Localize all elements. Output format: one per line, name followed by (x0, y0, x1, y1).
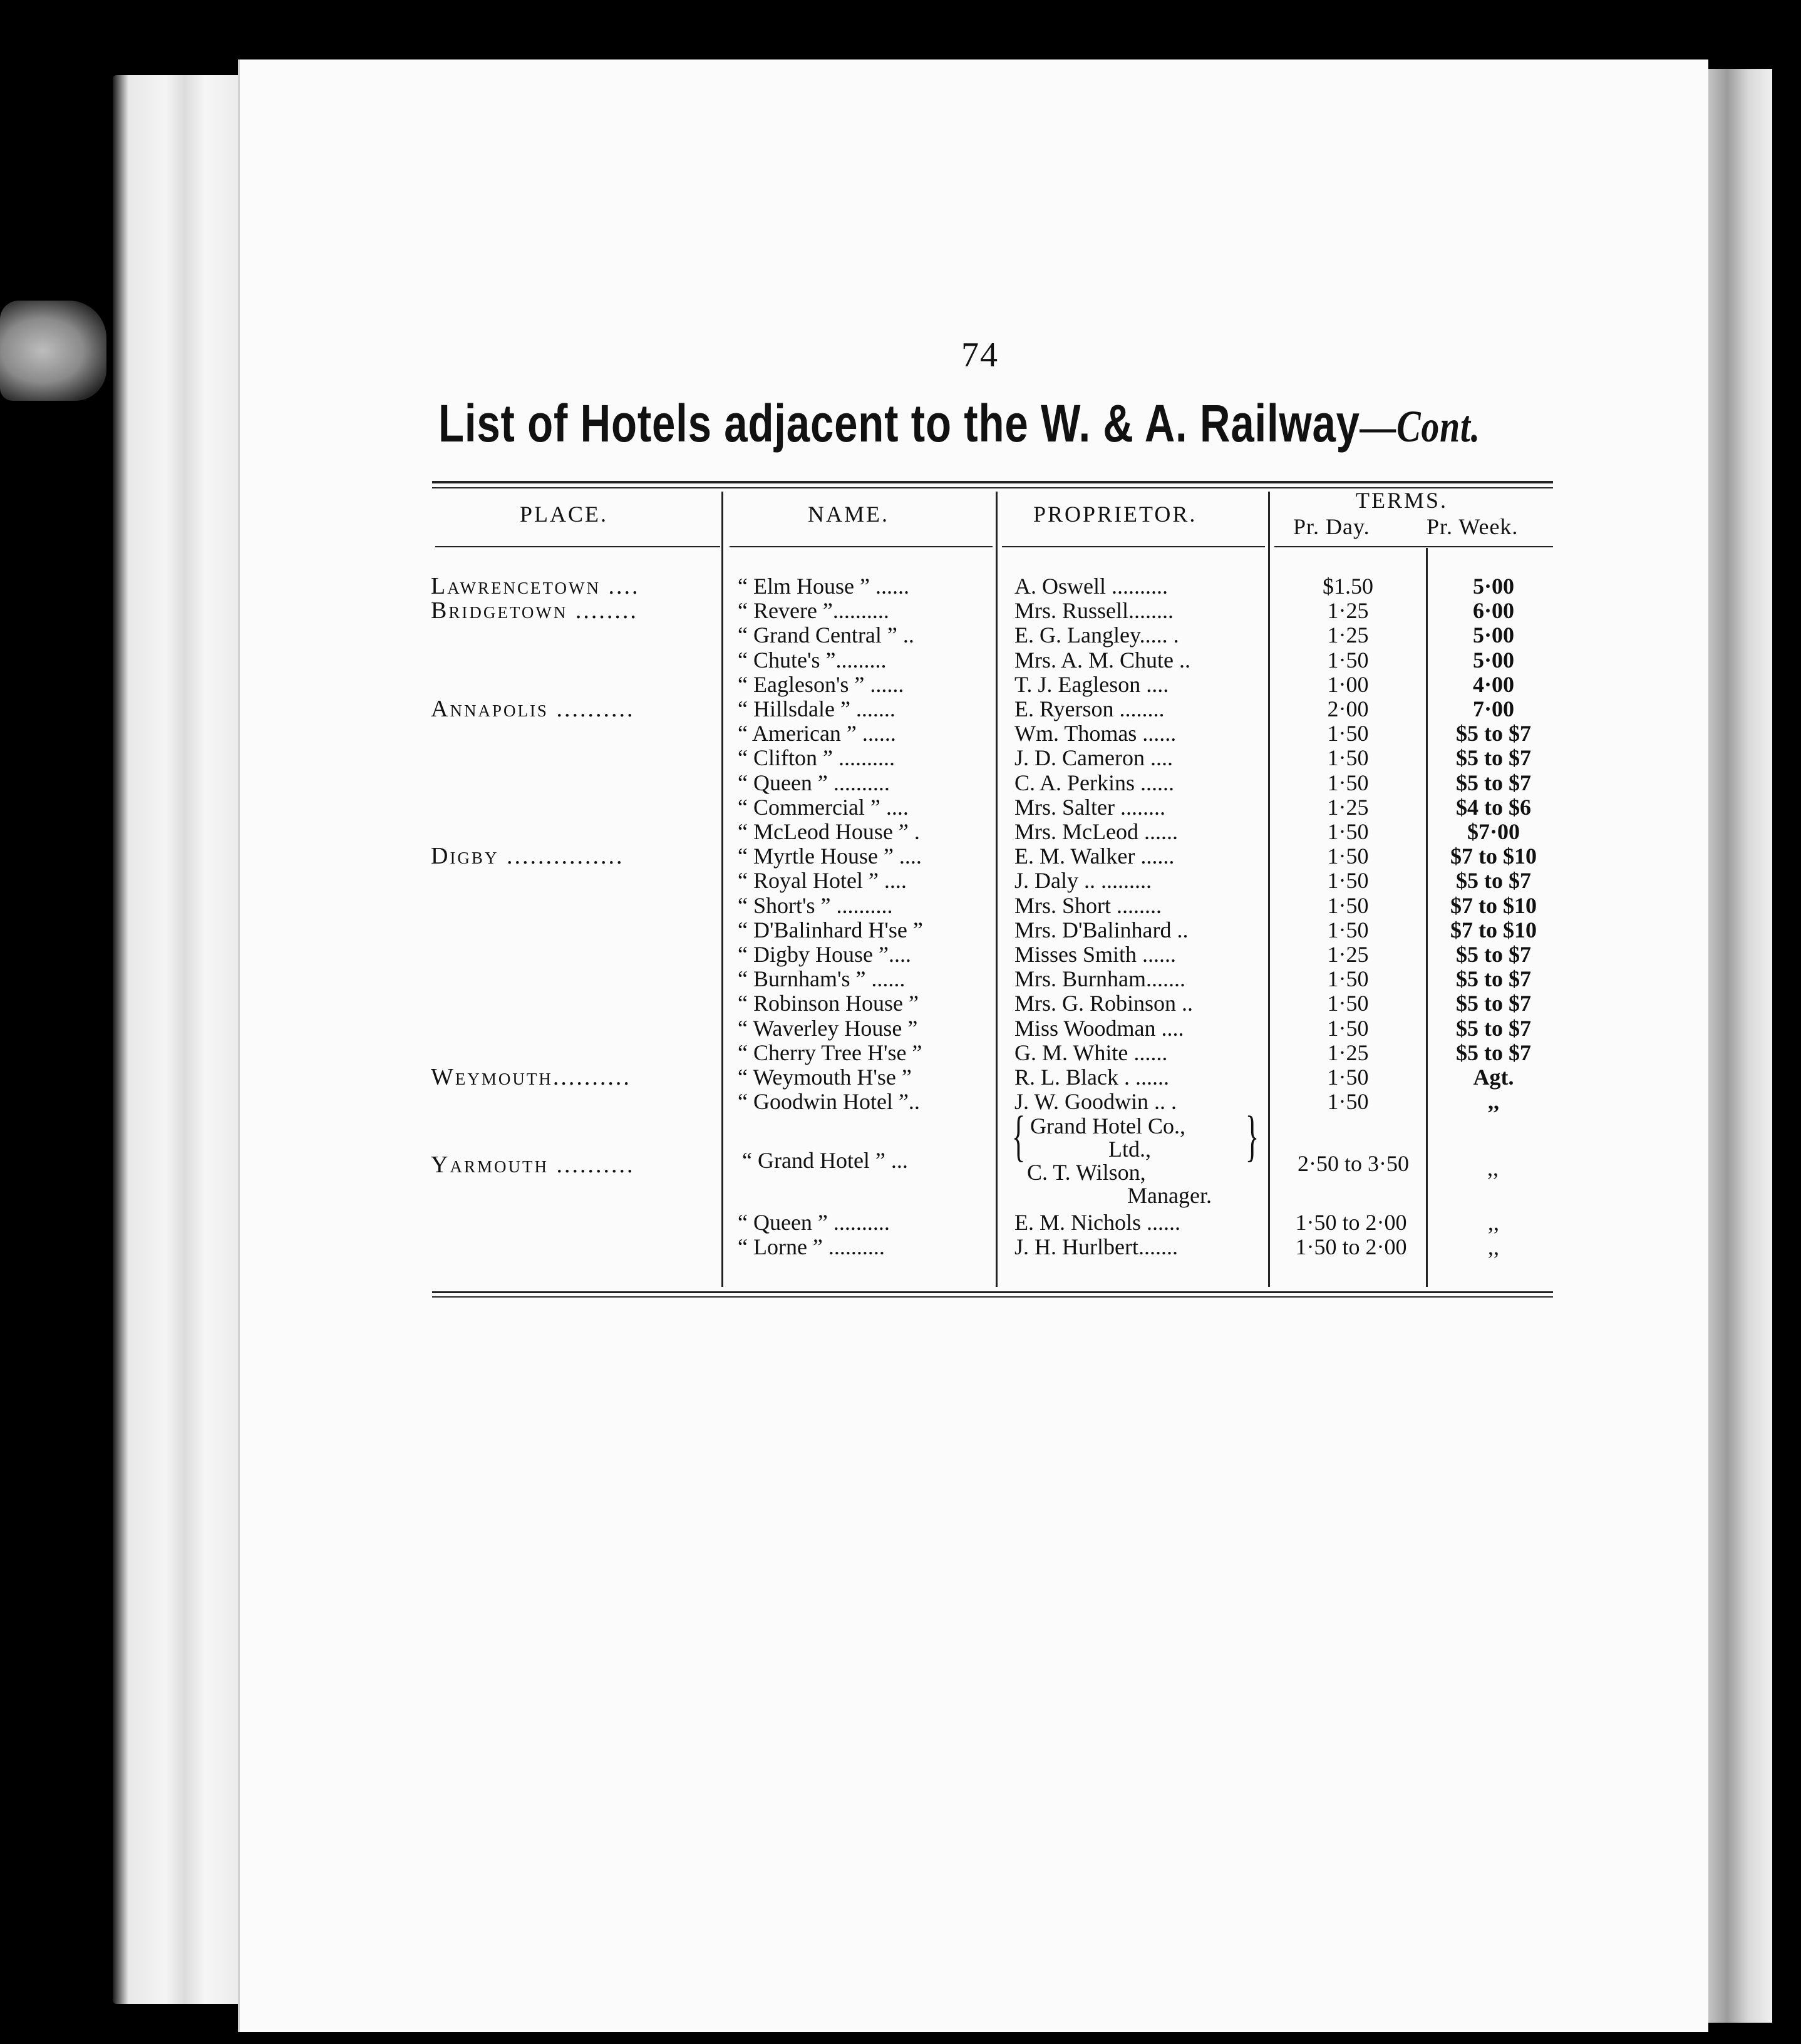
per-week-cell: $5 to $7 (1456, 721, 1531, 746)
per-day-cell: 1·50 (1327, 648, 1369, 673)
proprietor-cell: J. D. Cameron .... (1014, 745, 1173, 770)
header-underline-place (435, 546, 720, 547)
per-week-cell: 5·00 (1472, 574, 1514, 599)
per-day-cell: 1·00 (1327, 672, 1369, 697)
proprietor-cell: R. L. Black . ...... (1014, 1065, 1169, 1090)
proprietor-cell: Mrs. D'Balinhard .. (1014, 917, 1189, 942)
left-brace-icon: { (1011, 1105, 1026, 1167)
hotel-name-cell: “ Lorne ” .......... (738, 1234, 885, 1259)
per-day-cell: 1·50 (1327, 1065, 1369, 1090)
proprietor-cell: Mrs. A. M. Chute .. (1014, 648, 1191, 673)
hotel-name-cell: “ Waverley House ” (738, 1016, 918, 1041)
per-week-cell: ,, (1488, 1234, 1499, 1259)
proprietor-cell: A. Oswell .......... (1014, 574, 1168, 599)
place-cell: Digby ............... (431, 843, 624, 869)
per-day-cell: 1·50 (1327, 721, 1369, 746)
per-week-cell: $5 to $7 (1456, 991, 1531, 1016)
per-day-cell: 2·00 (1327, 696, 1369, 721)
proprietor-cell: Misses Smith ...... (1014, 942, 1177, 967)
per-day-cell: 1·50 (1327, 745, 1369, 770)
per-week-cell: $5 to $7 (1456, 966, 1531, 991)
per-day-cell: 1·50 (1327, 893, 1369, 918)
per-week-cell: $7 to $10 (1450, 844, 1537, 869)
hotel-name-cell: “ Cherry Tree H'se ” (738, 1040, 922, 1065)
title-main: List of Hotels adjacent to the W. & A. Railway (438, 394, 1360, 453)
proprietor-cell: E. Ryerson ........ (1014, 696, 1165, 721)
header-terms: TERMS. (1356, 488, 1448, 513)
hotel-name-cell: “ Myrtle House ” .... (738, 844, 922, 869)
yarmouth-per-week: ,, (1487, 1155, 1499, 1180)
proprietor-cell: Mrs. G. Robinson .. (1014, 991, 1194, 1016)
proprietor-cell: E. M. Nichols ...... (1014, 1210, 1180, 1235)
per-day-cell: $1.50 (1323, 574, 1373, 599)
per-day-cell: 1·50 (1327, 991, 1369, 1016)
hotel-name-cell: “ Hillsdale ” ....... (738, 696, 895, 721)
yarmouth-name: “ Grand Hotel ” ... (742, 1148, 908, 1173)
per-week-cell: ,, (1488, 1210, 1499, 1235)
per-day-cell: 1·25 (1327, 622, 1369, 648)
column-divider-1 (721, 492, 723, 1287)
per-week-cell: Agt. (1473, 1065, 1514, 1090)
proprietor-cell: Mrs. Salter ........ (1014, 795, 1165, 820)
hotel-name-cell: “ Weymouth H'se ” (738, 1065, 912, 1090)
per-week-cell: $4 to $6 (1456, 795, 1531, 820)
hotel-name-cell: “ D'Balinhard H'se ” (738, 917, 923, 942)
hotel-name-cell: “ Queen ” .......... (738, 1210, 890, 1235)
yarmouth-proprietor-line-1: Grand Hotel Co., (1030, 1113, 1185, 1138)
proprietor-cell: Mrs. McLeod ...... (1014, 819, 1178, 844)
per-week-cell: 6·00 (1472, 598, 1514, 623)
per-day-cell: 1·25 (1327, 795, 1369, 820)
per-day-cell: 1·50 (1327, 1016, 1369, 1041)
yarmouth-proprietor-line-2: Ltd., (1108, 1137, 1151, 1162)
proprietor-cell: G. M. White ...... (1014, 1040, 1168, 1065)
per-week-cell: 7·00 (1472, 696, 1514, 721)
yarmouth-proprietor-line-3: C. T. Wilson, (1027, 1160, 1146, 1185)
page-number: 74 (961, 336, 999, 374)
per-day-cell: 1·25 (1327, 942, 1369, 967)
proprietor-cell: Miss Woodman .... (1014, 1016, 1184, 1041)
proprietor-cell: T. J. Eagleson .... (1014, 672, 1169, 697)
proprietor-cell: J. H. Hurlbert....... (1014, 1234, 1178, 1259)
hotel-name-cell: “ Queen ” .......... (738, 770, 890, 795)
hotel-name-cell: “ American ” ...... (738, 721, 896, 746)
per-week-cell: 5·00 (1472, 622, 1514, 648)
header-name: NAME. (808, 502, 889, 527)
table-top-rule (432, 481, 1553, 483)
yarmouth-place: Yarmouth .......... (431, 1152, 635, 1178)
hotel-name-cell: “ Grand Central ” .. (738, 622, 914, 648)
place-cell: Weymouth.......... (431, 1064, 631, 1090)
per-day-cell: 1·50 (1327, 868, 1369, 893)
per-week-cell: $5 to $7 (1456, 942, 1531, 967)
proprietor-cell: Mrs. Short ........ (1014, 893, 1162, 918)
hotel-name-cell: “ Commercial ” .... (738, 795, 909, 820)
place-cell: Bridgetown ........ (431, 597, 638, 624)
per-week-cell: $7·00 (1467, 819, 1520, 844)
proprietor-cell: E. G. Langley..... . (1014, 622, 1179, 648)
page-stack-left-edge (113, 75, 244, 2004)
per-day-cell: 1·50 (1327, 1089, 1369, 1114)
table-bottom-rule-thin (432, 1296, 1553, 1298)
per-day-cell: 1·50 (1327, 917, 1369, 942)
per-day-cell: 1·50 (1327, 770, 1369, 795)
per-day-cell: 1·50 to 2·00 (1295, 1210, 1407, 1235)
page-title (438, 393, 1480, 454)
hotel-name-cell: “ Eagleson's ” ...... (738, 672, 904, 697)
table-bottom-rule (432, 1291, 1553, 1293)
hotel-name-cell: “ McLeod House ” . (738, 819, 920, 844)
hotel-name-cell: “ Goodwin Hotel ”.. (738, 1089, 920, 1114)
header-place: PLACE. (520, 502, 609, 527)
per-day-cell: 1·50 to 2·00 (1295, 1234, 1407, 1259)
per-week-cell: $7 to $10 (1450, 893, 1537, 918)
hotel-name-cell: “ Revere ”.......... (738, 598, 889, 623)
proprietor-cell: C. A. Perkins ...... (1014, 770, 1175, 795)
per-day-cell: 1·50 (1327, 819, 1369, 844)
header-per-day: Pr. Day. (1293, 514, 1370, 539)
place-cell: Lawrencetown .... (431, 573, 640, 599)
per-day-cell: 1·50 (1327, 966, 1369, 991)
header-underline-proprietor (1002, 546, 1265, 547)
page-stack-right-edge (1703, 69, 1772, 2023)
column-divider-3 (1268, 492, 1270, 1287)
proprietor-cell: Mrs. Russell........ (1014, 598, 1174, 623)
per-week-cell: $5 to $7 (1456, 1040, 1531, 1065)
hotel-name-cell: “ Clifton ” .......... (738, 745, 895, 770)
column-divider-2 (996, 492, 998, 1287)
title-suffix: —Cont. (1360, 401, 1480, 452)
proprietor-cell: J. W. Goodwin .. . (1014, 1089, 1177, 1114)
per-week-cell: $7 to $10 (1450, 917, 1537, 942)
per-week-cell: $5 to $7 (1456, 770, 1531, 795)
proprietor-cell: Wm. Thomas ...... (1014, 721, 1177, 746)
per-day-cell: 1·50 (1327, 844, 1369, 869)
proprietor-cell: Mrs. Burnham....... (1014, 966, 1185, 991)
per-week-cell: 4·00 (1472, 672, 1514, 697)
proprietor-cell: J. Daly .. ......... (1014, 868, 1152, 893)
hotel-name-cell: “ Digby House ”.... (738, 942, 911, 967)
yarmouth-proprietor-line-4: Manager. (1127, 1183, 1212, 1208)
hotel-name-cell: “ Robinson House ” (738, 991, 919, 1016)
header-proprietor: PROPRIETOR. (1033, 502, 1197, 527)
hotel-name-cell: “ Chute's ”......... (738, 648, 887, 673)
per-day-cell: 1·25 (1327, 598, 1369, 623)
header-per-week: Pr. Week. (1427, 514, 1519, 539)
header-underline-name (730, 546, 993, 547)
per-day-cell: 1·25 (1327, 1040, 1369, 1065)
per-week-cell: $5 to $7 (1456, 868, 1531, 893)
header-underline-terms (1274, 546, 1553, 547)
place-cell: Annapolis .......... (431, 696, 635, 722)
hotel-name-cell: “ Burnham's ” ...... (738, 966, 906, 991)
column-divider-4 (1426, 548, 1428, 1287)
hotel-name-cell: “ Short's ” .......... (738, 893, 893, 918)
per-week-cell: $5 to $7 (1456, 1016, 1531, 1041)
per-week-cell: ,, (1488, 1089, 1499, 1114)
scan-smudge (0, 301, 106, 401)
per-week-cell: 5·00 (1472, 648, 1514, 673)
hotel-name-cell: “ Elm House ” ...... (738, 574, 909, 599)
yarmouth-per-day: 2·50 to 3·50 (1298, 1151, 1409, 1176)
right-brace-icon: } (1245, 1105, 1259, 1167)
hotel-name-cell: “ Royal Hotel ” .... (738, 868, 907, 893)
proprietor-cell: E. M. Walker ...... (1014, 844, 1175, 869)
per-week-cell: $5 to $7 (1456, 745, 1531, 770)
